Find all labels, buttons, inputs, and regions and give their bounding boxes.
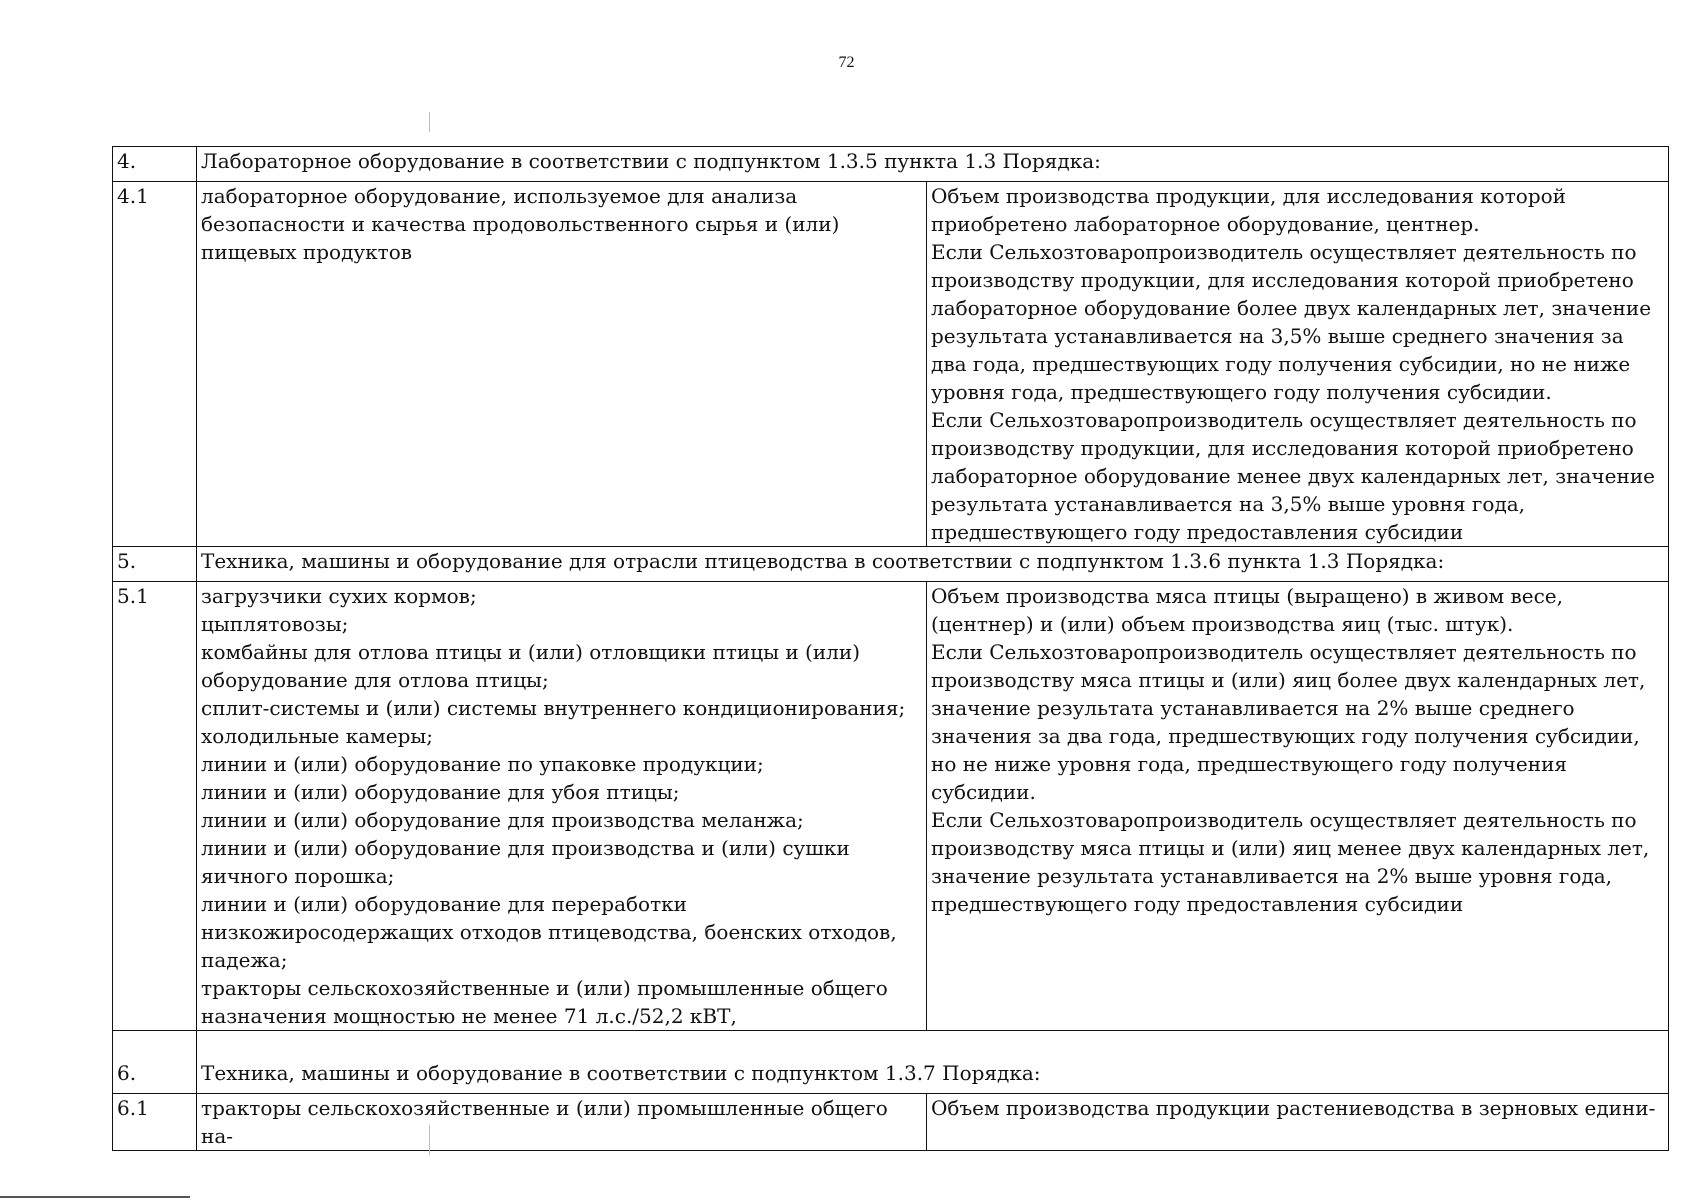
result-paragraph: Если Сельхозтоваропроизводитель осуществляет деятельность по производству продукции, для исследования которой приобретено лабораторное оборудование более двух календарных лет, значение результата устанавливается на 3,5% выше среднего значения за два года, предшествующих году получения субсидии, но не ниже уровня года, предшествующего году получения субсидии. bbox=[931, 240, 1652, 404]
scan-fold-mark bbox=[429, 1125, 430, 1155]
section-number: 5. bbox=[113, 547, 197, 582]
result-paragraph: Объем производства продукции, для исследования которой приобретено лабораторное оборудование, центнер. bbox=[931, 184, 1566, 236]
equipment-cell bbox=[197, 182, 927, 547]
result-paragraph: Если Сельхозтоваропроизводитель осуществляет деятельность по производству мяса птицы и (или) яиц менее двух календарных лет, значение результата устанавливается на 2% выше уровня года, предшествующего году предоставления субсидии bbox=[931, 808, 1650, 916]
result-cell bbox=[927, 1094, 1669, 1151]
page-number: 72 bbox=[838, 54, 855, 71]
section-number: 6. bbox=[113, 1031, 197, 1094]
equipment-line: линии и (или) оборудование для убоя птицы; bbox=[201, 780, 680, 804]
result-paragraph: Объем производства продукции растениеводства в зерновых едини- bbox=[931, 1096, 1656, 1120]
section-number: 4. bbox=[113, 147, 197, 182]
section-title: Лабораторное оборудование в соответствии с подпунктом 1.3.5 пункта 1.3 Порядка: bbox=[197, 147, 1669, 182]
item-row-5-1 bbox=[113, 582, 1669, 1031]
result-paragraph: Если Сельхозтоваропроизводитель осуществляет деятельность по производству продукции, для исследования которой приобретено лабораторное оборудование менее двух календарных лет, значение результата устанавливается на 3,5% выше уровня года, предшествующего году предоставления субсидии bbox=[931, 408, 1655, 544]
item-number: 5.1 bbox=[113, 582, 197, 1031]
equipment-line: комбайны для отлова птицы и (или) отловщики птицы и (или) оборудование для отлова птицы; bbox=[201, 640, 861, 692]
equipment-line: сплит-системы и (или) системы внутреннего кондиционирования; bbox=[201, 696, 906, 720]
section-row-4 bbox=[113, 147, 1669, 182]
equipment-line: лабораторное оборудование, используемое для анализа безопасности и качества продовольственного сырья и (или) пищевых продуктов bbox=[201, 184, 840, 264]
result-paragraph: Объем производства мяса птицы (выращено) в живом весе, (центнер) и (или) объем производства яиц (тыс. штук). bbox=[931, 584, 1563, 636]
item-number: 6.1 bbox=[113, 1094, 197, 1151]
section-row-5 bbox=[113, 547, 1669, 582]
equipment-line: тракторы сельскохозяйственные и (или) промышленные общего назначения мощностью не менее 71 л.с./52,2 кВТ, bbox=[201, 976, 888, 1028]
equipment-cell bbox=[197, 1094, 927, 1151]
equipment-line: линии и (или) оборудование для производства меланжа; bbox=[201, 808, 804, 832]
item-row-6-1 bbox=[113, 1094, 1669, 1151]
result-cell bbox=[927, 582, 1669, 1031]
item-row-4-1 bbox=[113, 182, 1669, 547]
section-title: Техника, машины и оборудование в соответствии с подпунктом 1.3.7 Порядка: bbox=[197, 1031, 1669, 1094]
result-paragraph: Если Сельхозтоваропроизводитель осуществляет деятельность по производству мяса птицы и (или) яиц более двух календарных лет, значение результата устанавливается на 2% выше среднего значения за два года, предшествующих году получения субсидии, но не ниже уровня года, предшествующего году получения субсидии. bbox=[931, 640, 1646, 804]
equipment-line: тракторы сельскохозяйственные и (или) промышленные общего на- bbox=[201, 1096, 888, 1148]
equipment-line: цыплятовозы; bbox=[201, 612, 349, 636]
equipment-line: линии и (или) оборудование для производства и (или) сушки яичного порошка; bbox=[201, 836, 850, 888]
footnote-rule bbox=[0, 1196, 190, 1198]
equipment-cell bbox=[197, 582, 927, 1031]
equipment-line: загрузчики сухих кормов; bbox=[201, 584, 477, 608]
scan-fold-mark bbox=[429, 112, 430, 132]
equipment-line: холодильные камеры; bbox=[201, 724, 434, 748]
result-cell bbox=[927, 182, 1669, 547]
item-number: 4.1 bbox=[113, 182, 197, 547]
results-table bbox=[112, 146, 1669, 1151]
equipment-line: линии и (или) оборудование по упаковке продукции; bbox=[201, 752, 764, 776]
equipment-line: линии и (или) оборудование для переработки низкожиросодержащих отходов птицеводства, боенских отходов, падежа; bbox=[201, 892, 897, 972]
section-row-6 bbox=[113, 1031, 1669, 1094]
section-title: Техника, машины и оборудование для отрасли птицеводства в соответствии с подпунктом 1.3.6 пункта 1.3 Порядка: bbox=[197, 547, 1669, 582]
